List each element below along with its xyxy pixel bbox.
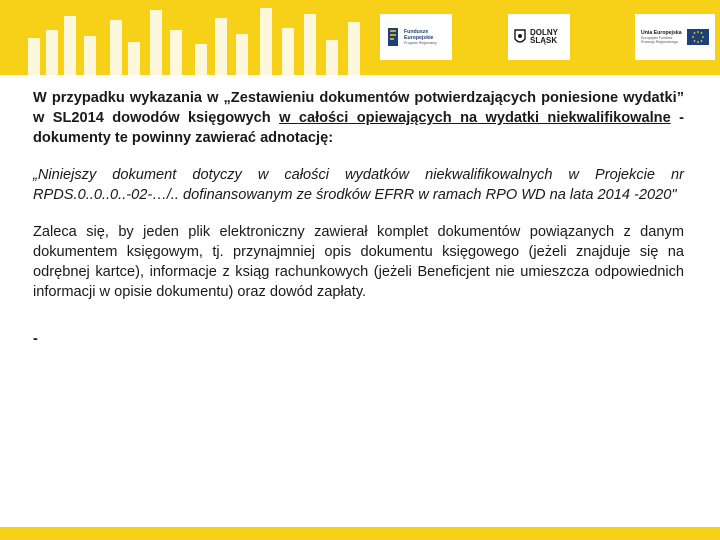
underlined-wydatki-niekwalifikowalne: wydatki niekwalifikowalne — [485, 110, 671, 126]
eu-logo-line2: Europejski Fundusz — [641, 35, 673, 40]
underlined-space — [348, 110, 356, 126]
underlined-space — [477, 110, 485, 126]
underlined-calosci: całości — [298, 110, 349, 126]
document-body — [33, 88, 684, 349]
annotation-quote: „Niniejszy dokument dotyczy w całości wydatków niekwalifikowalnych w Projekcie nr RPDS.0..0..0..-02-…/.. dofinansowanym ze środków EFRR w ramach RPO WD na lata 2014 -2020" — [33, 167, 684, 203]
region-logo — [508, 14, 570, 60]
underlined-na: na — [460, 110, 478, 126]
eu-logo — [635, 14, 715, 60]
funds-logo — [380, 14, 452, 60]
funds-logo-line1: Fundusze — [404, 28, 429, 35]
underlined-opiewajacych: opiewających — [356, 110, 452, 126]
eagle-crest-icon — [514, 29, 526, 45]
underlined-w: w — [279, 110, 291, 126]
funds-logo-line3: Program Regionalny — [404, 40, 437, 45]
recommendation-paragraph: Zaleca się, by jeden plik elektroniczny zawierał komplet dokumentów powiązanych z danym dokumentem księgowym, tj. przynajmniej opis dokumentu księgowego (jeżeli znajduje się na odrębnej kartce), informacje z ksiąg rachunkowych (jeżeli Beneficjent nie umieszcza odpowiednich informacji w opisie dokumentu) oraz dowód zapłaty. — [33, 224, 684, 300]
paragraph1-text: W przypadku wykazania w „Zestawieniu dokumentów potwierdzających poniesione wydatki” w SL2014 dowodów księgowych — [33, 90, 684, 126]
underlined-space — [452, 110, 460, 126]
underlined-space — [290, 110, 298, 126]
eu-logo-line1: Unia Europejska — [641, 29, 682, 36]
decorative-pattern — [0, 0, 380, 75]
footer-bar — [0, 527, 720, 540]
paragraph1-tail: - dokumenty te powinny zawierać adnotację: — [33, 110, 684, 146]
header-banner — [0, 0, 720, 75]
eu-flag-icon — [687, 29, 709, 45]
funds-logo-line2: Europejskie — [404, 34, 434, 41]
eu-logo-line3: Rozwoju Regionalnego — [641, 40, 678, 44]
funds-emblem-icon — [386, 26, 400, 48]
region-logo-line2: ŚLĄSK — [530, 36, 558, 45]
bullet-dash: - — [33, 331, 38, 347]
region-logo-line1: DOLNY — [530, 28, 558, 37]
paragraph-annotation-rule — [33, 88, 684, 148]
